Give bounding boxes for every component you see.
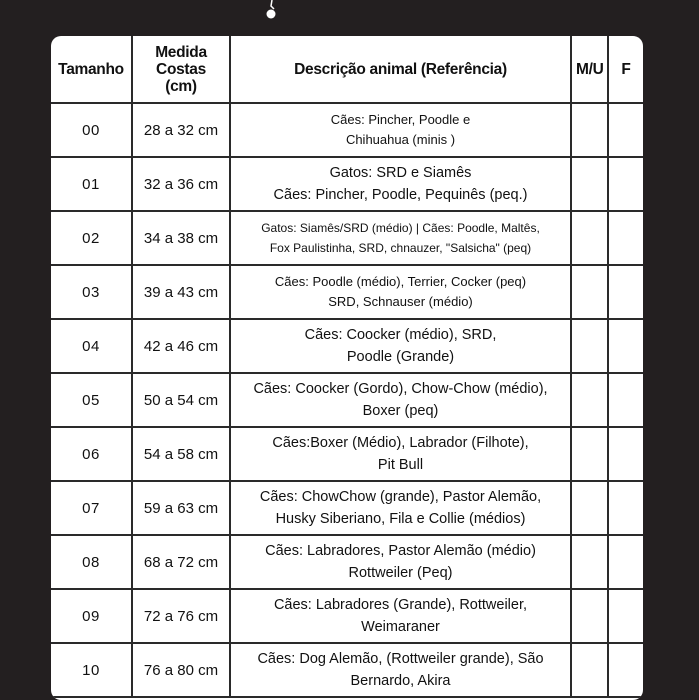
mu-cell (571, 103, 608, 157)
f-cell (608, 481, 643, 535)
mu-cell (571, 481, 608, 535)
description-line: Fox Paulistinha, SRD, chnauzer, "Salsicha" (peq) (269, 241, 532, 255)
header-measure-line: Medida (155, 43, 207, 61)
description-line: Gatos: SRD e Siamês (329, 165, 472, 181)
header-mu: M/U (571, 36, 608, 103)
f-cell (608, 319, 643, 373)
table-row (51, 319, 643, 373)
f-cell (608, 535, 643, 589)
size-cell: 04 (51, 319, 132, 373)
table-row (51, 427, 643, 481)
f-cell (608, 373, 643, 427)
mu-cell (571, 157, 608, 211)
size-cell: 05 (51, 373, 132, 427)
table-row (51, 211, 643, 265)
description-line: SRD, Schnauser (médio) (328, 294, 473, 309)
size-cell: 08 (51, 535, 132, 589)
measure-cell: 39 a 43 cm (132, 265, 230, 319)
description-cell (230, 265, 571, 319)
header-measure-line: Costas (156, 60, 206, 78)
mu-cell (571, 589, 608, 643)
description-cell (230, 589, 571, 643)
measure-cell: 34 a 38 cm (132, 211, 230, 265)
header-row (51, 36, 643, 103)
header-measure-line: (cm) (165, 77, 197, 95)
description-cell (230, 373, 571, 427)
description-line: Gatos: Siamês/SRD (médio) | Cães: Poodle, Maltês, (261, 221, 540, 235)
table-row (51, 103, 643, 157)
header-description: Descrição animal (Referência) (230, 36, 571, 103)
measure-cell: 76 a 80 cm (132, 643, 230, 697)
size-cell: 10 (51, 643, 132, 697)
description-line: Cães: Poodle (médio), Terrier, Cocker (peq) (274, 274, 527, 289)
mu-cell (571, 373, 608, 427)
description-line: Poodle (Grande) (346, 349, 455, 365)
table-row (51, 265, 643, 319)
description-line: Cães: Pincher, Poodle e (330, 112, 471, 127)
mu-cell (571, 535, 608, 589)
description-line: Cães: Dog Alemão, (Rottweiler grande), São (257, 651, 544, 667)
size-cell: 01 (51, 157, 132, 211)
size-cell: 02 (51, 211, 132, 265)
size-chart-table (51, 36, 643, 698)
mu-cell (571, 265, 608, 319)
header-measure (132, 36, 230, 103)
description-line: Bernardo, Akira (350, 673, 451, 689)
description-cell (230, 643, 571, 697)
measure-cell: 54 a 58 cm (132, 427, 230, 481)
f-cell (608, 157, 643, 211)
measure-cell: 50 a 54 cm (132, 373, 230, 427)
table-row (51, 589, 643, 643)
description-line: Cães:Boxer (Médio), Labrador (Filhote), (272, 435, 529, 451)
measure-cell: 28 a 32 cm (132, 103, 230, 157)
description-line: Cães: Pincher, Poodle, Pequinês (peq.) (273, 187, 528, 203)
description-line: Cães: Coocker (médio), SRD, (304, 327, 497, 343)
size-cell: 07 (51, 481, 132, 535)
header-size: Tamanho (51, 36, 132, 103)
mu-cell (571, 427, 608, 481)
description-cell (230, 103, 571, 157)
description-line: Cães: Labradores (Grande), Rottweiler, (273, 597, 528, 613)
size-cell: 09 (51, 589, 132, 643)
size-cell: 06 (51, 427, 132, 481)
description-cell (230, 535, 571, 589)
measure-cell: 68 a 72 cm (132, 535, 230, 589)
table-row (51, 157, 643, 211)
f-cell (608, 265, 643, 319)
size-chart-card (51, 36, 643, 700)
description-cell (230, 157, 571, 211)
description-cell (230, 481, 571, 535)
description-cell (230, 211, 571, 265)
description-cell (230, 427, 571, 481)
description-line: Chihuahua (minis ) (345, 132, 456, 147)
mu-cell (571, 211, 608, 265)
table-row (51, 373, 643, 427)
measure-cell: 32 a 36 cm (132, 157, 230, 211)
header-f: F (608, 36, 643, 103)
f-cell (608, 643, 643, 697)
table-row (51, 643, 643, 697)
table-row (51, 535, 643, 589)
description-line: Rottweiler (Peq) (348, 565, 453, 581)
size-cell: 00 (51, 103, 132, 157)
f-cell (608, 427, 643, 481)
size-cell: 03 (51, 265, 132, 319)
decorative-hanger-icon (262, 0, 282, 24)
description-line: Cães: Coocker (Gordo), Chow-Chow (médio), (253, 381, 548, 397)
description-line: Boxer (peq) (362, 403, 439, 419)
description-line: Pit Bull (377, 457, 424, 473)
mu-cell (571, 319, 608, 373)
measure-cell: 72 a 76 cm (132, 589, 230, 643)
description-line: Cães: Labradores, Pastor Alemão (médio) (265, 543, 536, 559)
mu-cell (571, 643, 608, 697)
description-line: Weimaraner (361, 619, 440, 635)
description-line: Husky Siberiano, Fila e Collie (médios) (275, 511, 526, 527)
f-cell (608, 211, 643, 265)
description-line: Cães: ChowChow (grande), Pastor Alemão, (259, 489, 542, 505)
measure-cell: 42 a 46 cm (132, 319, 230, 373)
table-row (51, 481, 643, 535)
f-cell (608, 589, 643, 643)
measure-cell: 59 a 63 cm (132, 481, 230, 535)
description-cell (230, 319, 571, 373)
f-cell (608, 103, 643, 157)
